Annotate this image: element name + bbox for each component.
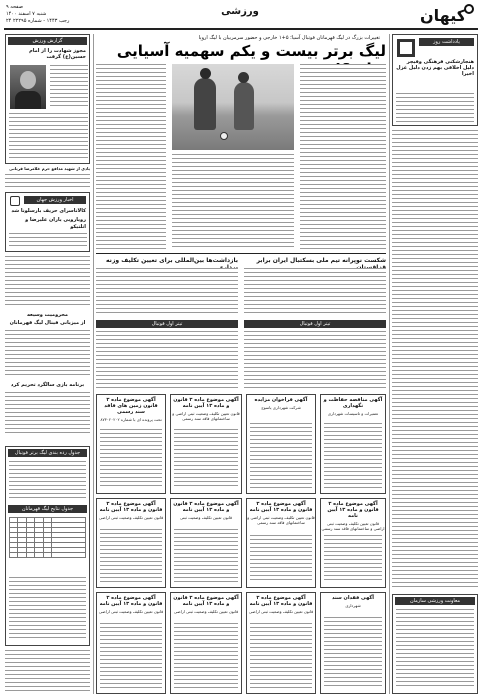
lead-kicker: تغییرات بزرگ در لیگ قهرمانان فوتبال آسیا؛ ۵+۱ خارجی و حضور سرمربیان با لیگ اروپا	[198, 35, 380, 41]
center-lower-right-text	[244, 331, 386, 389]
left-top-box	[5, 34, 90, 164]
ad-row-2-col-4	[320, 498, 386, 588]
ad-sub: قانون تعیین تکلیف وضعیت ثبتی اراضی و ساختمانهای فاقد سند رسمی	[247, 515, 315, 525]
issue-line: ۲۴ رجب ۱۴۴۳ - شماره ۲۲۲۹۵	[6, 18, 70, 24]
portrait-photo	[10, 65, 46, 109]
ad-emblem	[10, 196, 20, 206]
ad-text	[324, 617, 382, 689]
table-1-text	[9, 461, 86, 501]
ad-sub: قانون تعیین تکلیف وضعیت ثبتی اراضی و ساختمانهای فاقد سند رسمی	[321, 521, 385, 531]
left-headline-2: از میزبانی فینال لیگ قهرمانان	[9, 320, 86, 326]
standings-table	[9, 517, 86, 571]
ad-text	[250, 623, 312, 689]
left-caption: یادی از شهید مدافع حرم غلامرضا قربانی	[9, 166, 90, 171]
center-bar-left: تیتر اول فوتبال	[96, 320, 238, 328]
left-headline-1: محرومیت وسیعه	[26, 312, 68, 318]
ad-row-3-col-4	[320, 592, 386, 694]
left-column-text-d	[5, 392, 90, 436]
center-right-headline: شکست نوپرانه تیم ملی بسکتبال ایران برابر	[256, 257, 386, 264]
mid-left-ad-title-1: کالاتاسرای حریف بارسلونا شد	[11, 208, 86, 214]
ad-text	[100, 429, 162, 489]
ad-sub: قانون تعیین تکلیف وضعیت ثبتی اراضی	[98, 515, 164, 520]
left-top-text-2	[9, 113, 88, 161]
ad-title: آگهی موضوع ماده ۳ قانون و ماده ۱۳ آیین نامه	[249, 501, 313, 513]
ad-row-3-col-1	[96, 592, 166, 694]
ad-sub: شهرداری	[345, 603, 361, 608]
ad-sub: قانون تعیین تکلیف وضعیت ثبتی اراضی	[98, 609, 164, 614]
ad-title: آگهی موضوع ماده ۳ قانون و ماده ۱۳ آیین نامه	[173, 595, 239, 607]
left-top-headline: مجوز شهادت را از امام حسین(ع) گرفت	[29, 48, 86, 60]
lead-headline: لیگ برتر بیست و یکم سهمیه آسیایی	[116, 42, 386, 60]
ad-title: آگهی موضوع ماده ۳ قانون و ماده ۱۳ آیین نامه	[173, 397, 239, 409]
table-2-text	[9, 577, 86, 641]
center-left-headline: بازداشت‌ها بین‌المللی برای تعیین تکلیف وزنه	[106, 257, 238, 264]
ad-title: آگهی موضوع ماده ۳ قانون زمین های فاقد سند رسمی	[104, 397, 158, 415]
mid-left-ad-text	[9, 233, 87, 249]
bottom-left-text	[5, 650, 90, 694]
ad-text	[174, 529, 238, 583]
center-right-text	[244, 268, 386, 316]
ad-sub: قانون تعیین تکلیف وضعیت ثبتی اراضی	[248, 609, 314, 614]
ad-sub: قانون تعیین تکلیف وضعیت ثبتی	[179, 515, 233, 520]
bottom-right-ad	[392, 594, 478, 694]
ad-text	[174, 429, 238, 489]
ad-row-2-col-1	[96, 498, 166, 588]
right-column-emblem	[397, 39, 415, 57]
ad-text	[250, 423, 312, 489]
ad-sub: تعمیرات و تاسیسات شهرداری	[327, 411, 379, 416]
ad-title: آگهی موضوع ماده ۳ قانون و ماده ۱۳ آیین نامه	[249, 595, 313, 607]
ad-row-1-col-1	[96, 394, 166, 494]
masthead-logo	[420, 2, 478, 26]
bottom-right-ad-label: معاونت ورزشی سازمان	[395, 597, 475, 605]
player-2	[234, 82, 254, 130]
left-top-label: گزارش ورزش	[8, 37, 87, 45]
ad-text	[100, 623, 162, 689]
center-rule	[96, 253, 386, 254]
ad-title: آگهی مناقصه حفاظت و نگهداری	[323, 397, 383, 409]
left-column-text-c	[5, 330, 90, 378]
lead-photo	[172, 64, 294, 150]
mid-left-ad-title-2: رویارویی یاران علیرضا و اتلتیکو	[25, 217, 86, 230]
table-title-2: جدول نتایج لیگ قهرمانان	[8, 505, 87, 513]
left-column-text-a	[5, 174, 90, 188]
right-column-box	[392, 34, 478, 126]
player-2-head	[238, 72, 249, 83]
page-label: صفحه ۹	[6, 4, 23, 10]
lead-text-left	[96, 64, 166, 250]
ad-row-3-col-3	[246, 592, 316, 694]
ad-row-2-col-3	[246, 498, 316, 588]
lead-text-right	[300, 64, 386, 250]
logo-text: کیهان	[420, 6, 467, 25]
ball	[220, 132, 228, 140]
ad-sub: قانون تعیین تکلیف وضعیت ثبتی اراضی و ساختمانهای فاقد سند رسمی	[172, 411, 240, 421]
ad-title: آگهی موضوع ماده ۳ قانون و ماده ۱۳ آیین نامه	[173, 501, 239, 513]
ad-row-1-col-4	[320, 394, 386, 494]
ad-title: آگهی موضوع ماده ۳ قانون و ماده ۱۳ آیین نامه	[327, 501, 379, 519]
mid-left-ad	[5, 192, 90, 252]
ad-title: آگهی موضوع ماده ۳ قانون و ماده ۱۳ آیین نامه	[99, 501, 163, 513]
player-1	[194, 78, 216, 130]
ad-row-2-col-2	[170, 498, 242, 588]
player-1-head	[200, 68, 211, 79]
right-column-text-top	[396, 93, 474, 123]
center-left-text	[96, 268, 238, 316]
ad-row-1-col-2	[170, 394, 242, 494]
table-section	[5, 446, 90, 646]
ad-text	[100, 529, 162, 583]
right-column-headline: هنجارشکنی فرهنگی وفیچر دلیل اخلاقی بهم زدن دلیل غزل اخیرا	[396, 59, 474, 77]
ad-sub: شرکت شهرداری یاسوج	[261, 405, 301, 410]
ad-title: آگهی فقدان سند	[331, 595, 375, 601]
ad-sub: تحت پرونده ای با شماره ۸۷۳۰۲۰۲۰۲	[100, 417, 162, 422]
bottom-right-ad-text	[396, 609, 474, 689]
mid-left-ad-label: اخبار ورزش جهان	[24, 196, 86, 204]
lead-text-under-photo	[172, 154, 294, 250]
ad-title: آگهی موضوع ماده ۳ قانون و ماده ۱۳ آیین نامه	[99, 595, 163, 607]
ad-text	[324, 423, 382, 489]
col-divider-left	[93, 34, 94, 694]
left-column-text-b	[5, 256, 90, 308]
ad-text	[250, 535, 312, 583]
right-column-label: یادداشت روز	[419, 38, 474, 46]
center-bar-right: تیتر اول فوتبال	[244, 320, 386, 328]
section-title: ورزشی	[221, 6, 259, 17]
right-column-text	[392, 130, 478, 590]
center-lower-left-text	[96, 331, 238, 389]
ad-title: آگهی فراخوان مزایده	[254, 397, 308, 403]
ad-row-3-col-2	[170, 592, 242, 694]
date-line: شنبه ۷ اسفند ۱۴۰۰	[6, 11, 47, 17]
left-top-text	[50, 65, 88, 109]
ad-text	[324, 535, 382, 583]
left-headline-3: برنامه بازی سالگرد تحریم کرد	[10, 382, 85, 388]
col-divider-right	[389, 34, 390, 694]
table-title-1: جدول رده بندی لیگ برتر فوتبال	[8, 449, 87, 457]
ad-row-1-col-3	[246, 394, 316, 494]
masthead-rule	[4, 28, 478, 30]
masthead	[0, 0, 482, 30]
ad-sub: قانون تعیین تکلیف وضعیت ثبتی اراضی	[173, 609, 239, 614]
ad-text	[174, 623, 238, 689]
grid-table	[9, 517, 86, 558]
